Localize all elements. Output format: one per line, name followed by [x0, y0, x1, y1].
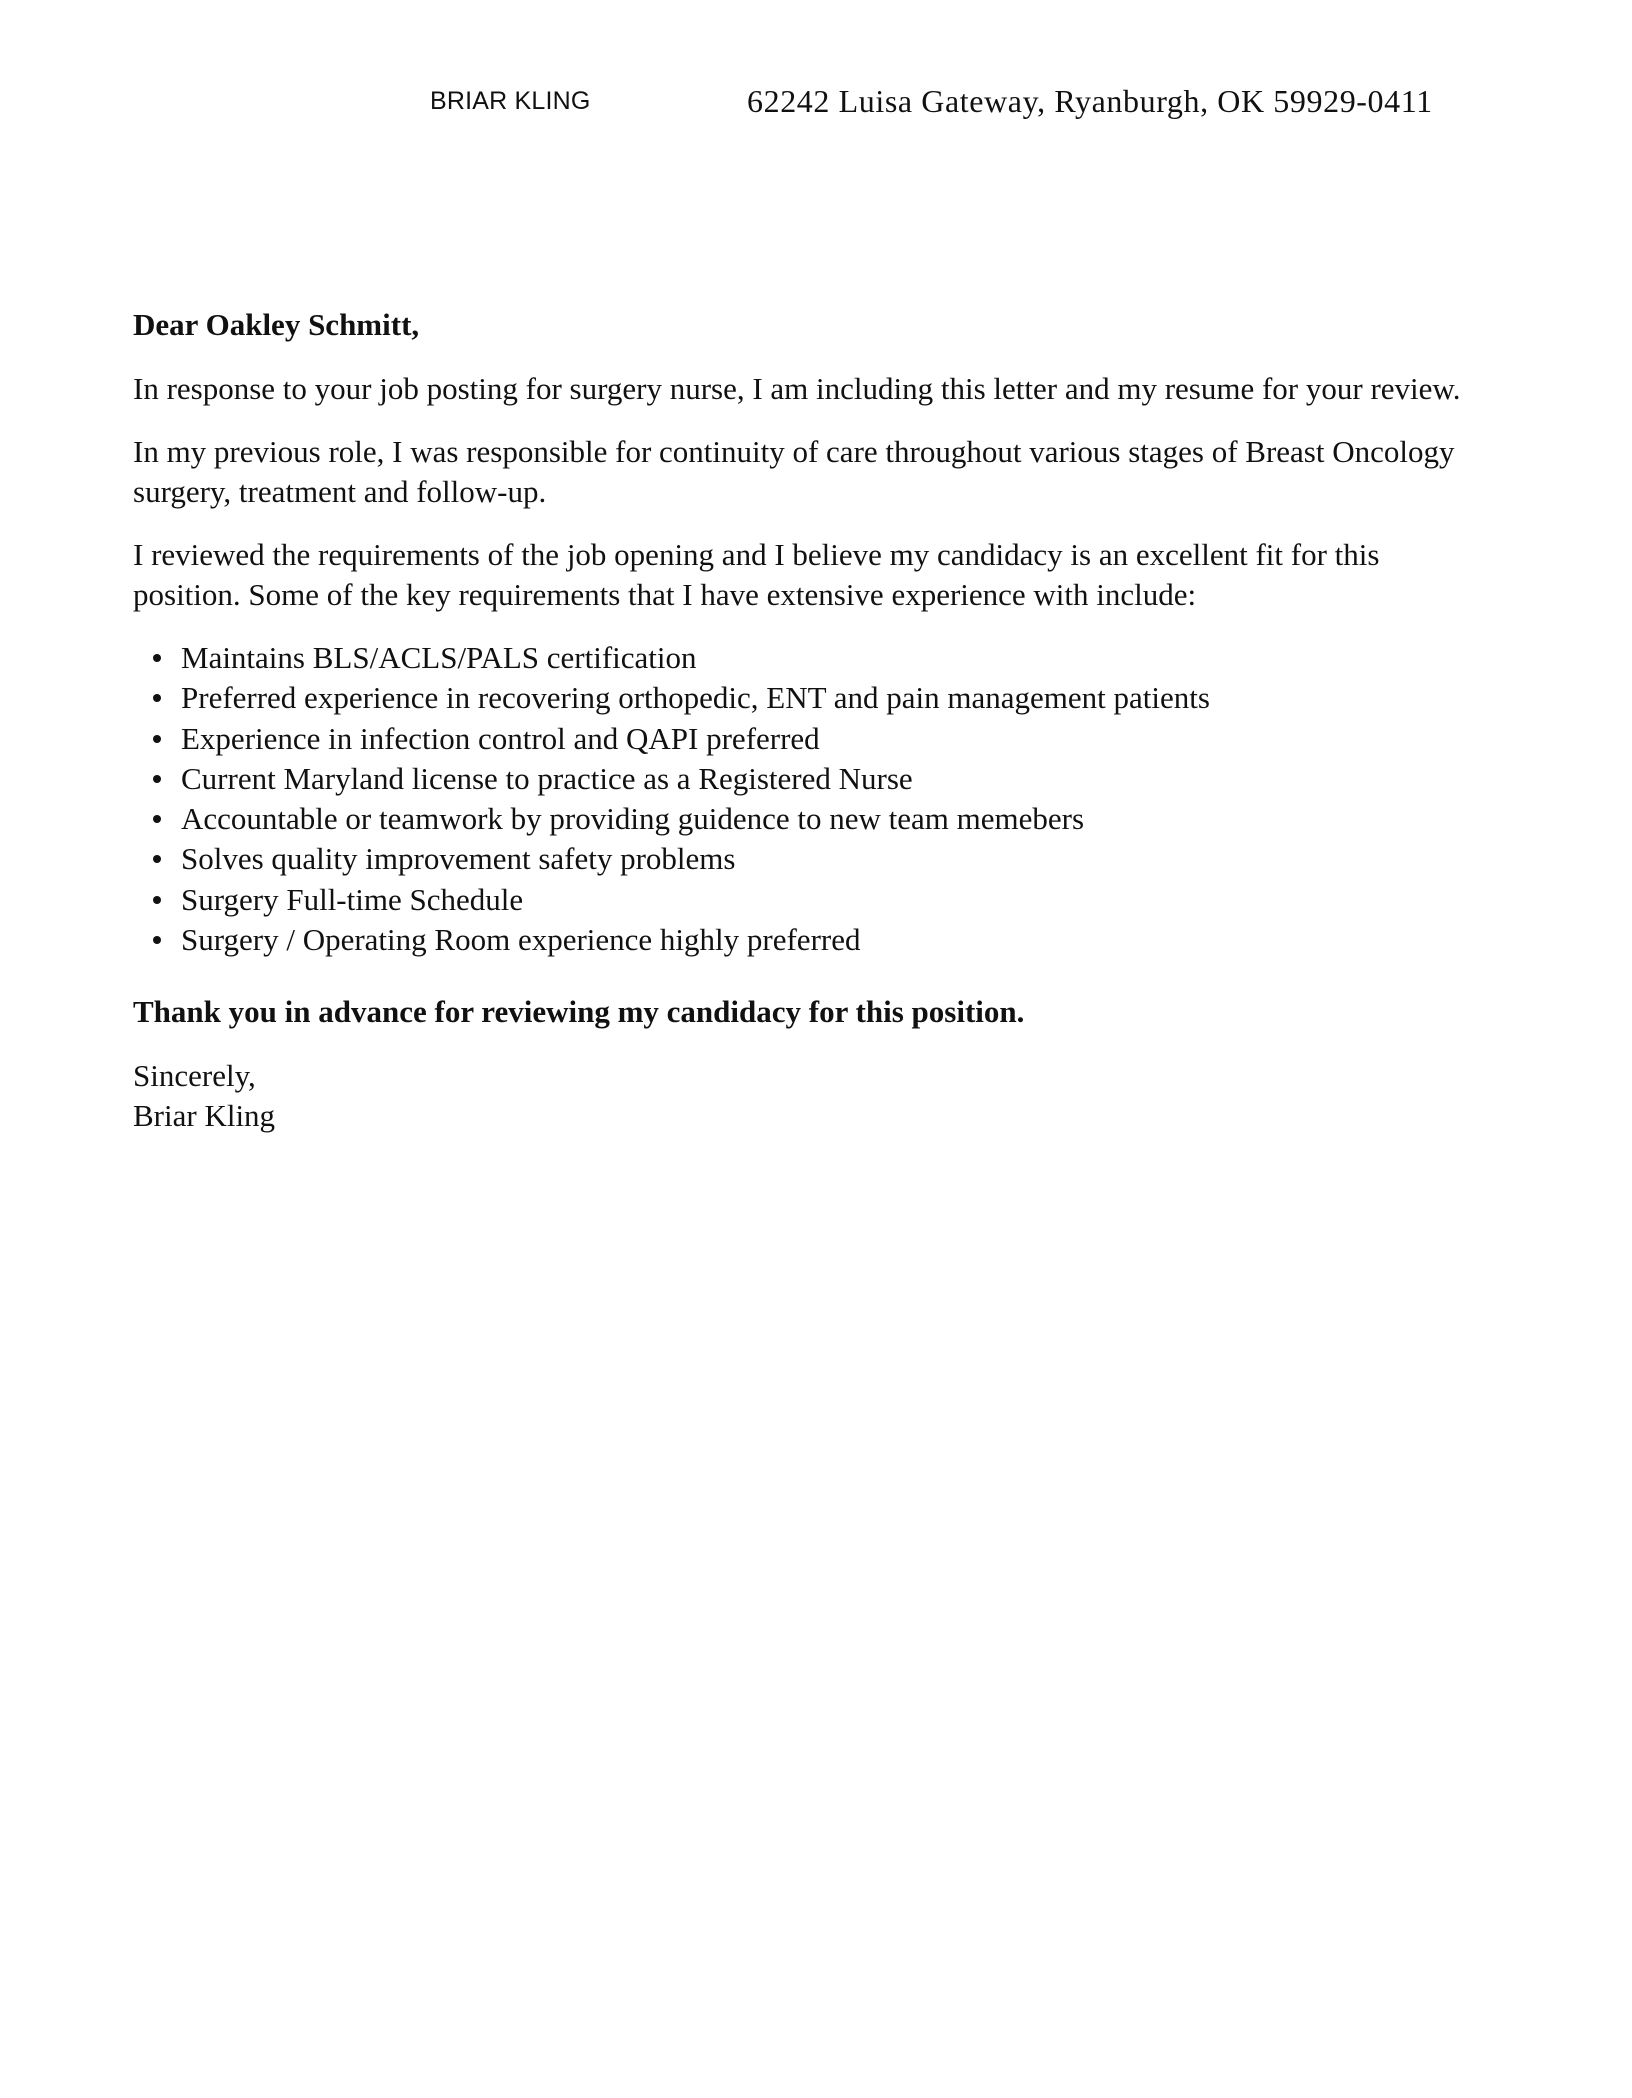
letter-body [133, 305, 1463, 1136]
paragraph-previous-role: In my previous role, I was responsible for continuity of care throughout various stages of Breast Oncology surgery, treatment and follow-up. [133, 434, 1455, 509]
bullet-icon [153, 694, 161, 702]
list-item-text: Surgery / Operating Room experience highly preferred [181, 922, 861, 958]
closing-statement: Thank you in advance for reviewing my candidacy for this position. [133, 994, 1025, 1030]
bullet-icon [153, 855, 161, 863]
list-item [133, 759, 1463, 799]
list-item [133, 678, 1463, 718]
bullet-icon [153, 654, 161, 662]
list-item-text: Experience in infection control and QAPI preferred [181, 720, 820, 756]
paragraph-intro: In response to your job posting for surgery nurse, I am including this letter and my resume for your review. [133, 371, 1461, 406]
bullet-icon [153, 896, 161, 904]
list-item-text: Surgery Full-time Schedule [181, 881, 524, 917]
list-item-text: Maintains BLS/ACLS/PALS certification [181, 640, 697, 675]
sender-address: 62242 Luisa Gateway, Ryanburgh, OK 59929-0411 [747, 83, 1433, 119]
list-item [133, 638, 1463, 678]
list-item [133, 920, 1463, 960]
salutation: Dear Oakley Schmitt, [133, 307, 420, 342]
list-item [133, 880, 1463, 920]
list-item-text: Accountable or teamwork by providing guidence to new team memebers [181, 801, 1085, 837]
bullet-icon [153, 735, 161, 743]
list-item [133, 799, 1463, 839]
requirements-list [133, 638, 1463, 960]
list-item-text: Solves quality improvement safety problems [181, 841, 736, 877]
list-item-text: Current Maryland license to practice as a Registered Nurse [181, 760, 913, 796]
paragraph-requirements-intro: I reviewed the requirements of the job opening and I believe my candidacy is an excellent fit for this position. Some of the key requirements that I have extensive experience with include: [133, 537, 1380, 612]
bullet-icon [153, 815, 161, 823]
bullet-icon [153, 936, 161, 944]
list-item [133, 839, 1463, 879]
list-item [133, 719, 1463, 759]
bullet-icon [153, 775, 161, 783]
signoff: Sincerely, [133, 1058, 256, 1094]
list-item-text: Preferred experience in recovering orthopedic, ENT and pain management patients [181, 680, 1210, 716]
sender-name: BRIAR KLING [430, 87, 591, 115]
signature-name: Briar Kling [133, 1098, 276, 1134]
signoff-block [133, 1056, 1463, 1136]
